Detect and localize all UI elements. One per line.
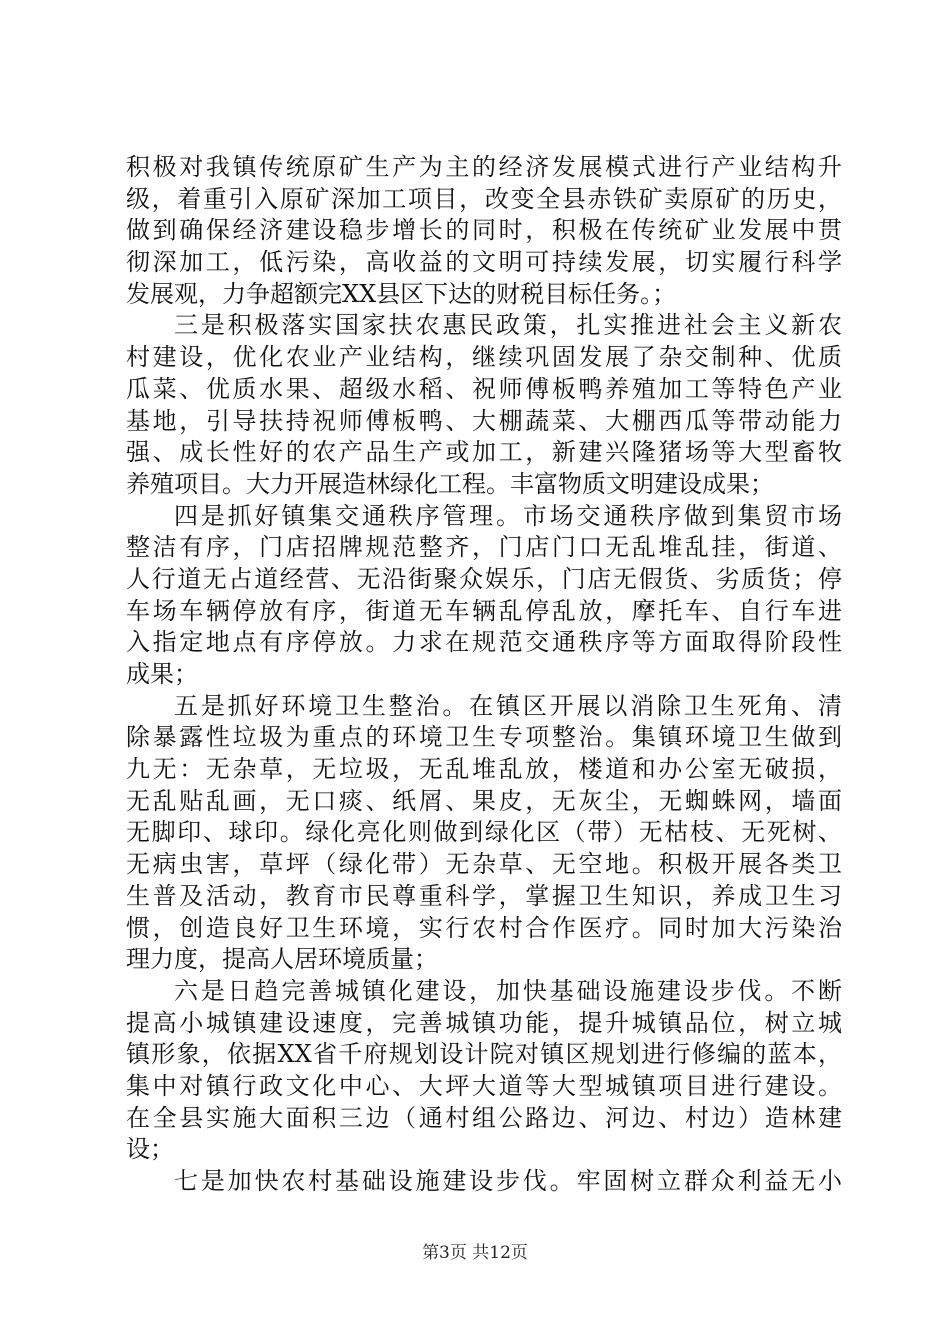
text-line: 做到确保经济建设稳步增长的同时，积极在传统矿业发展中贯 — [126, 216, 842, 245]
text-line: 在全县实施大面积三边（通村组公路边、河边、村边）造林建 — [126, 1103, 842, 1132]
text-line: 无乱贴乱画，无口痰、纸屑、果皮，无灰尘，无蜘蛛网，墙面 — [126, 786, 842, 815]
text-line: 积极对我镇传统原矿生产为主的经济发展模式进行产业结构升 — [126, 153, 842, 181]
text-line: 发展观，力争超额完XX县区下达的财税目标任务。； — [126, 279, 677, 308]
text-line: 彻深加工，低污染，高收益的文明可持续发展，切实履行科学 — [126, 248, 842, 277]
paragraph-first-line: 七是加快农村基础设施建设步伐。牢固树立群众利益无小 — [174, 1167, 842, 1195]
text-line: 养殖项目。大力开展造林绿化工程。丰富物质文明建设成果； — [126, 469, 774, 498]
text-line: 成果； — [126, 660, 198, 688]
text-line: 设； — [126, 1135, 174, 1164]
text-line: 集中对镇行政文化中心、大坪大道等大型城镇项目进行建设。 — [126, 1071, 842, 1100]
text-line: 基地，引导扶持祝师傅板鸭、大棚蔬菜、大棚西瓜等带动能力 — [126, 406, 842, 435]
text-line: 瓜菜、优质水果、超级水稻、祝师傅板鸭养殖加工等特色产业 — [126, 374, 842, 403]
page-number-footer: 第3页 共12页 — [422, 1243, 528, 1263]
text-line: 九无：无杂草，无垃圾，无乱堆乱放，楼道和办公室无破损， — [126, 755, 842, 784]
paragraph-first-line: 五是抓好环境卫生整治。在镇区开展以消除卫生死角、清 — [174, 691, 842, 720]
text-line: 级，着重引入原矿深加工项目，改变全县赤铁矿卖原矿的历史， — [126, 184, 842, 213]
text-line: 整洁有序，门店招牌规范整齐，门店门口无乱堆乱挂，街道、 — [126, 533, 842, 562]
text-line: 村建设，优化农业产业结构，继续巩固发展了杂交制种、优质 — [126, 343, 842, 372]
text-line: 无脚印、球印。绿化亮化则做到绿化区（带）无枯枝、无死树、 — [126, 818, 842, 847]
text-line: 镇形象，依据XX省千府规划设计院对镇区规划进行修编的蓝本， — [126, 1040, 842, 1069]
text-line: 惯，创造良好卫生环境，实行农村合作医疗。同时加大污染治 — [126, 913, 842, 942]
text-line: 人行道无占道经营、无沿街聚众娱乐，门店无假货、劣质货；停 — [126, 564, 842, 593]
text-line: 提高小城镇建设速度，完善城镇功能，提升城镇品位，树立城 — [126, 1008, 842, 1037]
text-line: 车场车辆停放有序，街道无车辆乱停乱放，摩托车、自行车进 — [126, 596, 842, 625]
paragraph-first-line: 六是日趋完善城镇化建设，加快基础设施建设步伐。不断 — [174, 976, 842, 1005]
paragraph-first-line: 四是抓好镇集交通秩序管理。市场交通秩序做到集贸市场 — [174, 501, 842, 530]
text-line: 理力度，提高人居环境质量； — [126, 945, 438, 974]
text-line: 除暴露性垃圾为重点的环境卫生专项整治。集镇环境卫生做到 — [126, 723, 842, 752]
text-line: 无病虫害，草坪（绿化带）无杂草、无空地。积极开展各类卫 — [126, 850, 842, 879]
paragraph-first-line: 三是积极落实国家扶农惠民政策，扎实推进社会主义新农 — [174, 311, 842, 340]
text-line: 入指定地点有序停放。力求在规范交通秩序等方面取得阶段性 — [126, 628, 842, 657]
text-line: 强、成长性好的农产品生产或加工，新建兴隆猪场等大型畜牧 — [126, 438, 842, 467]
text-line: 生普及活动，教育市民尊重科学，掌握卫生知识，养成卫生习 — [126, 881, 842, 910]
document-body — [126, 152, 842, 1198]
